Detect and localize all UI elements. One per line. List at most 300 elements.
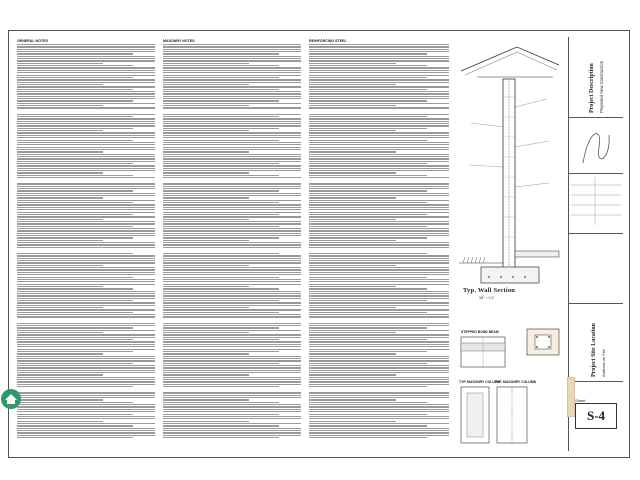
- text-line: [163, 46, 301, 47]
- text-line: [309, 200, 449, 201]
- text-line: [309, 377, 449, 378]
- text-line: [309, 402, 427, 403]
- text-line: [17, 114, 155, 115]
- text-line: [163, 295, 301, 296]
- text-line: [309, 132, 449, 133]
- text-line: [17, 230, 155, 231]
- text-line: [309, 260, 449, 261]
- text-line: [309, 307, 396, 308]
- text-line: [309, 103, 449, 104]
- text-line: [309, 265, 396, 266]
- text-line: [17, 56, 155, 57]
- text-line: [17, 421, 103, 422]
- column-detail-title: TYP. MASONRY COLUMN: [495, 380, 537, 384]
- text-line: [309, 277, 427, 278]
- text-line: [309, 269, 449, 270]
- text-line: [17, 341, 155, 342]
- text-line: [163, 284, 301, 285]
- text-line: [17, 295, 155, 296]
- text-line: [309, 337, 449, 338]
- text-line: [17, 190, 133, 191]
- text-line: [309, 72, 449, 73]
- details-area: [457, 37, 563, 451]
- text-line: [309, 149, 449, 150]
- text-line: [17, 402, 133, 403]
- text-line: [309, 255, 449, 256]
- text-line: [17, 237, 133, 238]
- text-line: [17, 267, 155, 268]
- text-line: [163, 214, 279, 215]
- text-line: [17, 170, 155, 171]
- text-line: [309, 175, 427, 176]
- text-line: [17, 298, 155, 299]
- text-line: [17, 128, 133, 129]
- text-line: [163, 226, 279, 227]
- text-line: [163, 96, 301, 97]
- text-line: [309, 142, 449, 143]
- text-line: [17, 325, 155, 326]
- text-line: [163, 163, 279, 164]
- text-line: [17, 279, 155, 280]
- text-line: [309, 288, 427, 289]
- text-line: [17, 79, 155, 80]
- text-line: [163, 341, 301, 342]
- text-line: [17, 209, 155, 210]
- text-line: [163, 384, 301, 385]
- text-line: [17, 151, 103, 152]
- text-line: [309, 305, 449, 306]
- text-line: [163, 291, 301, 292]
- text-line: [309, 214, 427, 215]
- text-line: [163, 260, 301, 261]
- signature-box: [569, 117, 623, 174]
- text-line: [163, 204, 301, 205]
- title-block: [568, 37, 623, 451]
- text-line: [163, 418, 301, 419]
- text-line: [17, 216, 155, 217]
- wall-section-scale: 3/4" = 1'-0": [479, 296, 495, 300]
- text-line: [309, 130, 396, 131]
- text-line: [17, 67, 155, 68]
- text-line: [163, 423, 301, 424]
- text-line: [309, 325, 449, 326]
- text-line: [163, 130, 249, 131]
- notes-text-block: [309, 44, 449, 438]
- text-line: [17, 258, 155, 259]
- text-line: [163, 406, 301, 407]
- text-line: [163, 221, 301, 222]
- text-line: [309, 100, 427, 101]
- text-line: [17, 244, 155, 245]
- notes-text-block: [17, 44, 155, 438]
- text-line: [163, 334, 301, 335]
- text-line: [17, 281, 155, 282]
- text-line: [163, 337, 301, 338]
- text-line: [17, 207, 155, 208]
- text-line: [17, 200, 155, 201]
- text-line: [309, 118, 449, 119]
- text-line: [17, 121, 155, 122]
- text-line: [309, 107, 449, 108]
- text-line: [309, 363, 427, 364]
- text-line: [163, 149, 301, 150]
- text-line: [309, 226, 427, 227]
- text-line: [309, 353, 396, 354]
- text-line: [309, 356, 449, 357]
- text-line: [163, 161, 301, 162]
- text-line: [17, 363, 133, 364]
- text-line: [163, 363, 279, 364]
- paragraph-gap: [309, 179, 449, 182]
- text-line: [163, 44, 301, 45]
- notes-column-2: [163, 37, 301, 451]
- text-line: [163, 186, 301, 187]
- text-line: [309, 281, 449, 282]
- notes-column-3: [309, 37, 449, 451]
- text-line: [309, 242, 449, 243]
- text-line: [17, 286, 103, 287]
- text-line: [309, 432, 449, 433]
- notes-heading: MASONRY NOTES: [163, 39, 195, 43]
- text-line: [309, 60, 449, 61]
- text-line: [163, 323, 301, 324]
- text-line: [309, 147, 449, 148]
- text-line: [163, 142, 301, 143]
- text-line: [17, 337, 155, 338]
- text-line: [17, 125, 155, 126]
- text-line: [163, 399, 249, 400]
- text-line: [17, 195, 155, 196]
- text-line: [309, 235, 449, 236]
- text-line: [309, 170, 449, 171]
- text-line: [309, 367, 449, 368]
- text-line: [163, 107, 301, 108]
- text-line: [309, 435, 449, 436]
- text-line: [163, 370, 301, 371]
- paragraph-gap: [17, 319, 155, 322]
- text-line: [163, 349, 301, 350]
- text-line: [163, 351, 279, 352]
- text-line: [309, 86, 449, 87]
- text-line: [163, 75, 301, 76]
- text-line: [17, 386, 133, 387]
- text-line: [309, 125, 449, 126]
- text-line: [163, 79, 301, 80]
- text-line: [163, 172, 249, 173]
- text-line: [17, 300, 133, 301]
- text-line: [17, 240, 103, 241]
- text-line: [163, 183, 301, 184]
- text-line: [309, 188, 449, 189]
- text-line: [309, 195, 449, 196]
- text-line: [309, 223, 449, 224]
- text-line: [309, 372, 449, 373]
- text-line: [17, 158, 155, 159]
- text-line: [309, 392, 449, 393]
- text-line: [309, 293, 449, 294]
- text-line: [163, 379, 301, 380]
- text-line: [309, 314, 449, 315]
- text-line: [309, 228, 449, 229]
- wall-section-drawing: [457, 37, 563, 453]
- text-line: [309, 144, 449, 145]
- text-line: [17, 323, 155, 324]
- text-line: [309, 233, 449, 234]
- text-line: [163, 233, 301, 234]
- text-line: [17, 351, 133, 352]
- text-line: [309, 96, 449, 97]
- text-line: [163, 411, 301, 412]
- text-line: [17, 58, 155, 59]
- text-line: [17, 399, 103, 400]
- text-line: [17, 137, 155, 138]
- text-line: [163, 202, 279, 203]
- text-line: [309, 365, 449, 366]
- text-line: [163, 170, 301, 171]
- text-line: [309, 46, 449, 47]
- text-line: [309, 70, 449, 71]
- text-line: [17, 395, 155, 396]
- text-line: [309, 421, 396, 422]
- text-line: [163, 325, 301, 326]
- text-line: [17, 379, 155, 380]
- text-line: [163, 365, 301, 366]
- text-line: [17, 360, 155, 361]
- text-line: [309, 128, 427, 129]
- text-line: [17, 100, 133, 101]
- text-line: [163, 63, 249, 64]
- text-line: [309, 409, 449, 410]
- text-line: [309, 165, 449, 166]
- text-line: [17, 91, 155, 92]
- text-line: [163, 193, 301, 194]
- text-line: [17, 132, 155, 133]
- text-line: [163, 188, 301, 189]
- text-line: [17, 435, 155, 436]
- text-line: [309, 416, 449, 417]
- text-line: [309, 316, 449, 317]
- text-line: [163, 265, 249, 266]
- text-line: [163, 135, 301, 136]
- text-line: [17, 430, 155, 431]
- text-line: [17, 144, 155, 145]
- text-line: [163, 344, 301, 345]
- text-line: [17, 142, 155, 143]
- text-line: [309, 156, 449, 157]
- text-line: [309, 418, 449, 419]
- text-line: [163, 98, 301, 99]
- text-line: [163, 430, 301, 431]
- text-line: [309, 186, 449, 187]
- text-line: [17, 423, 155, 424]
- text-line: [163, 154, 301, 155]
- text-line: [17, 235, 155, 236]
- text-line: [309, 330, 449, 331]
- text-line: [17, 96, 155, 97]
- text-line: [163, 305, 301, 306]
- text-line: [17, 293, 155, 294]
- text-line: [17, 165, 155, 166]
- text-line: [163, 240, 249, 241]
- text-line: [17, 411, 155, 412]
- text-line: [163, 132, 301, 133]
- text-line: [17, 221, 155, 222]
- text-line: [309, 327, 427, 328]
- text-line: [163, 114, 301, 115]
- text-line: [163, 358, 301, 359]
- text-line: [17, 183, 155, 184]
- masonry-column-title: TYP. MASONRY COLUMN: [459, 380, 501, 384]
- text-line: [17, 84, 103, 85]
- text-line: [309, 339, 427, 340]
- text-line: [17, 226, 133, 227]
- text-line: [163, 65, 279, 66]
- text-line: [17, 284, 155, 285]
- text-line: [163, 72, 301, 73]
- text-line: [309, 58, 449, 59]
- text-line: [163, 77, 279, 78]
- text-line: [163, 175, 279, 176]
- text-line: [17, 307, 103, 308]
- text-line: [309, 44, 449, 45]
- text-line: [17, 305, 155, 306]
- text-line: [309, 332, 396, 333]
- text-line: [17, 370, 155, 371]
- text-line: [163, 70, 301, 71]
- text-line: [17, 274, 155, 275]
- text-line: [309, 406, 449, 407]
- text-line: [17, 98, 155, 99]
- text-line: [17, 103, 155, 104]
- text-line: [163, 49, 301, 50]
- text-line: [163, 118, 301, 119]
- text-line: [17, 255, 155, 256]
- notes-column-1: [17, 37, 155, 451]
- text-line: [163, 377, 301, 378]
- text-line: [163, 242, 301, 243]
- text-line: [163, 421, 249, 422]
- text-line: [309, 425, 427, 426]
- paragraph-gap: [163, 319, 301, 322]
- text-line: [17, 89, 133, 90]
- text-line: [163, 269, 301, 270]
- text-line: [309, 75, 449, 76]
- text-line: [17, 406, 155, 407]
- text-line: [309, 207, 449, 208]
- text-line: [17, 332, 103, 333]
- text-line: [309, 163, 427, 164]
- text-line: [309, 56, 449, 57]
- text-line: [163, 165, 301, 166]
- text-line: [163, 158, 301, 159]
- text-line: [163, 168, 301, 169]
- data-table-lines: [569, 173, 623, 233]
- text-line: [309, 67, 449, 68]
- text-line: [17, 432, 155, 433]
- text-line: [163, 125, 301, 126]
- text-line: [163, 277, 279, 278]
- text-line: [17, 309, 155, 310]
- text-line: [309, 346, 449, 347]
- text-line: [309, 395, 449, 396]
- text-line: [163, 123, 301, 124]
- text-line: [309, 65, 427, 66]
- text-line: [309, 114, 449, 115]
- text-line: [309, 344, 449, 345]
- text-line: [17, 288, 133, 289]
- text-line: [163, 392, 301, 393]
- text-line: [163, 381, 301, 382]
- text-line: [163, 258, 301, 259]
- text-line: [163, 253, 279, 254]
- text-line: [309, 53, 427, 54]
- text-line: [163, 128, 279, 129]
- text-line: [309, 267, 449, 268]
- text-line: [17, 60, 155, 61]
- text-line: [309, 177, 449, 178]
- text-line: [309, 258, 449, 259]
- text-line: [17, 353, 103, 354]
- text-line: [17, 202, 133, 203]
- text-line: [163, 216, 301, 217]
- text-line: [17, 214, 133, 215]
- text-line: [163, 332, 249, 333]
- text-line: [17, 233, 155, 234]
- text-line: [163, 195, 301, 196]
- text-line: [17, 381, 155, 382]
- text-line: [163, 414, 279, 415]
- text-line: [309, 334, 449, 335]
- text-line: [163, 137, 301, 138]
- text-line: [309, 230, 449, 231]
- text-line: [17, 49, 155, 50]
- text-line: [309, 121, 449, 122]
- text-line: [309, 247, 449, 248]
- text-line: [309, 298, 449, 299]
- text-line: [309, 253, 427, 254]
- text-line: [17, 272, 155, 273]
- text-line: [163, 89, 279, 90]
- text-line: [163, 372, 301, 373]
- text-line: [17, 77, 133, 78]
- text-line: [17, 188, 155, 189]
- text-line: [17, 228, 155, 229]
- sheet-number: S-4: [575, 403, 617, 429]
- text-line: [163, 53, 279, 54]
- text-line: [309, 374, 396, 375]
- text-line: [163, 103, 301, 104]
- text-line: [309, 202, 427, 203]
- text-line: [309, 423, 449, 424]
- text-line: [163, 330, 301, 331]
- text-line: [309, 279, 449, 280]
- text-line: [163, 197, 249, 198]
- paragraph-gap: [309, 388, 449, 391]
- text-line: [17, 372, 155, 373]
- text-line: [309, 137, 449, 138]
- text-line: [17, 316, 155, 317]
- text-line: [17, 44, 155, 45]
- paragraph-gap: [17, 110, 155, 113]
- text-line: [17, 365, 155, 366]
- text-line: [309, 105, 396, 106]
- text-line: [163, 219, 249, 220]
- project-description-box: [569, 37, 623, 118]
- text-line: [309, 302, 449, 303]
- text-line: [17, 302, 155, 303]
- text-line: [163, 262, 301, 263]
- text-line: [309, 291, 449, 292]
